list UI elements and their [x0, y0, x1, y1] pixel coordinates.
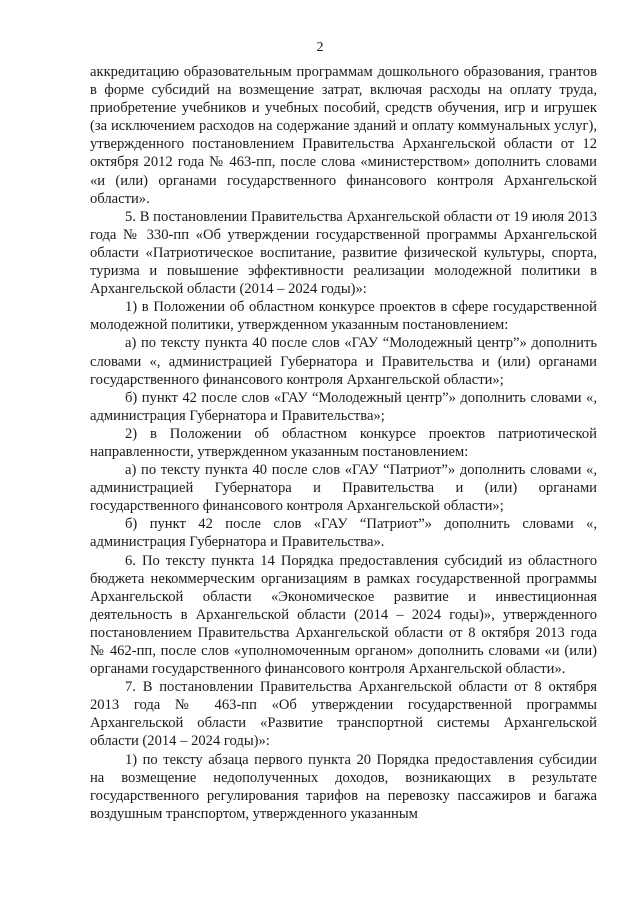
- paragraph-item-5-1-b: б) пункт 42 после слов «ГАУ “Молодежный центр”» дополнить словами «, администрация Губернатора и Правительства»;: [90, 389, 597, 424]
- paragraph-item-5-2-a: а) по тексту пункта 40 после слов «ГАУ “Патриот”» дополнить словами «, администрацией Губернатора и Правительства и (или) органами государственного финансового контроля Архангельской области»;: [90, 462, 597, 515]
- paragraph-item-7: 7. В постановлении Правительства Архангельской области от 8 октября 2013 года № 463-пп «Об утверждении государственной программы Архангельской области «Развитие транспортной системы Архангельской области (2014 – 2024 годы)»:: [90, 679, 597, 750]
- paragraph-continuation: аккредитацию образовательным программам дошкольного образования, грантов в форме субсидий на возмещение затрат, включая расходы на оплату труда, приобретение учебников и учебных пособий, средств обучения, игр и игрушек (за исключением расходов на содержание зданий и оплату коммунальных услуг), утвержденного постановлением Правительства Архангельской области от 12 октября 2012 года № 463-пп, после слова «министерством» дополнить словами «и (или) органами государственного финансового контроля Архангельской области».: [90, 64, 597, 207]
- paragraph-item-5: 5. В постановлении Правительства Архангельской области от 19 июля 2013 года № 330-пп «Об утверждении государственной программы Архангельской области «Патриотическое воспитание, развитие физической культуры, спорта, туризма и повышение эффективности реализации молодежной политики в Архангельской области (2014 – 2024 годы)»:: [90, 208, 597, 298]
- paragraph-item-5-1: 1) в Положении об областном конкурсе проектов в сфере государственной молодежной политики, утвержденном указанным постановлением:: [90, 299, 597, 334]
- paragraph-item-5-1-a: а) по тексту пункта 40 после слов «ГАУ “Молодежный центр”» дополнить словами «, администрацией Губернатора и Правительства и (или) органами государственного финансового контроля Архангельской области»;: [90, 335, 597, 388]
- page-number: 2: [316, 40, 324, 55]
- paragraph-item-6: 6. По тексту пункта 14 Порядка предоставления субсидий из областного бюджета некоммерческим организациям в рамках государственной программы Архангельской области «Экономическое развитие и инвестиционная деятельность в Архангельской области (2014 – 2024 годы)», утвержденного постановлением Правительства Архангельской области от 8 октября 2013 года № 462-пп, после слов «уполномоченным органом» дополнить словами «и (или) органами государственного финансового контроля Архангельской области».: [90, 552, 597, 678]
- document-body: [90, 63, 597, 823]
- paragraph-item-5-2: 2) в Положении об областном конкурсе проектов патриотической направленности, утвержденном указанным постановлением:: [90, 425, 597, 460]
- paragraph-item-7-1: 1) по тексту абзаца первого пункта 20 Порядка предоставления субсидии на возмещение недополученных доходов, возникающих в результате государственного регулирования тарифов на перевозку пассажиров и багажа воздушным транспортом, утвержденного указанным: [90, 751, 597, 822]
- paragraph-item-5-2-b: б) пункт 42 после слов «ГАУ “Патриот”» дополнить словами «, администрация Губернатора и Правительства».: [90, 516, 597, 551]
